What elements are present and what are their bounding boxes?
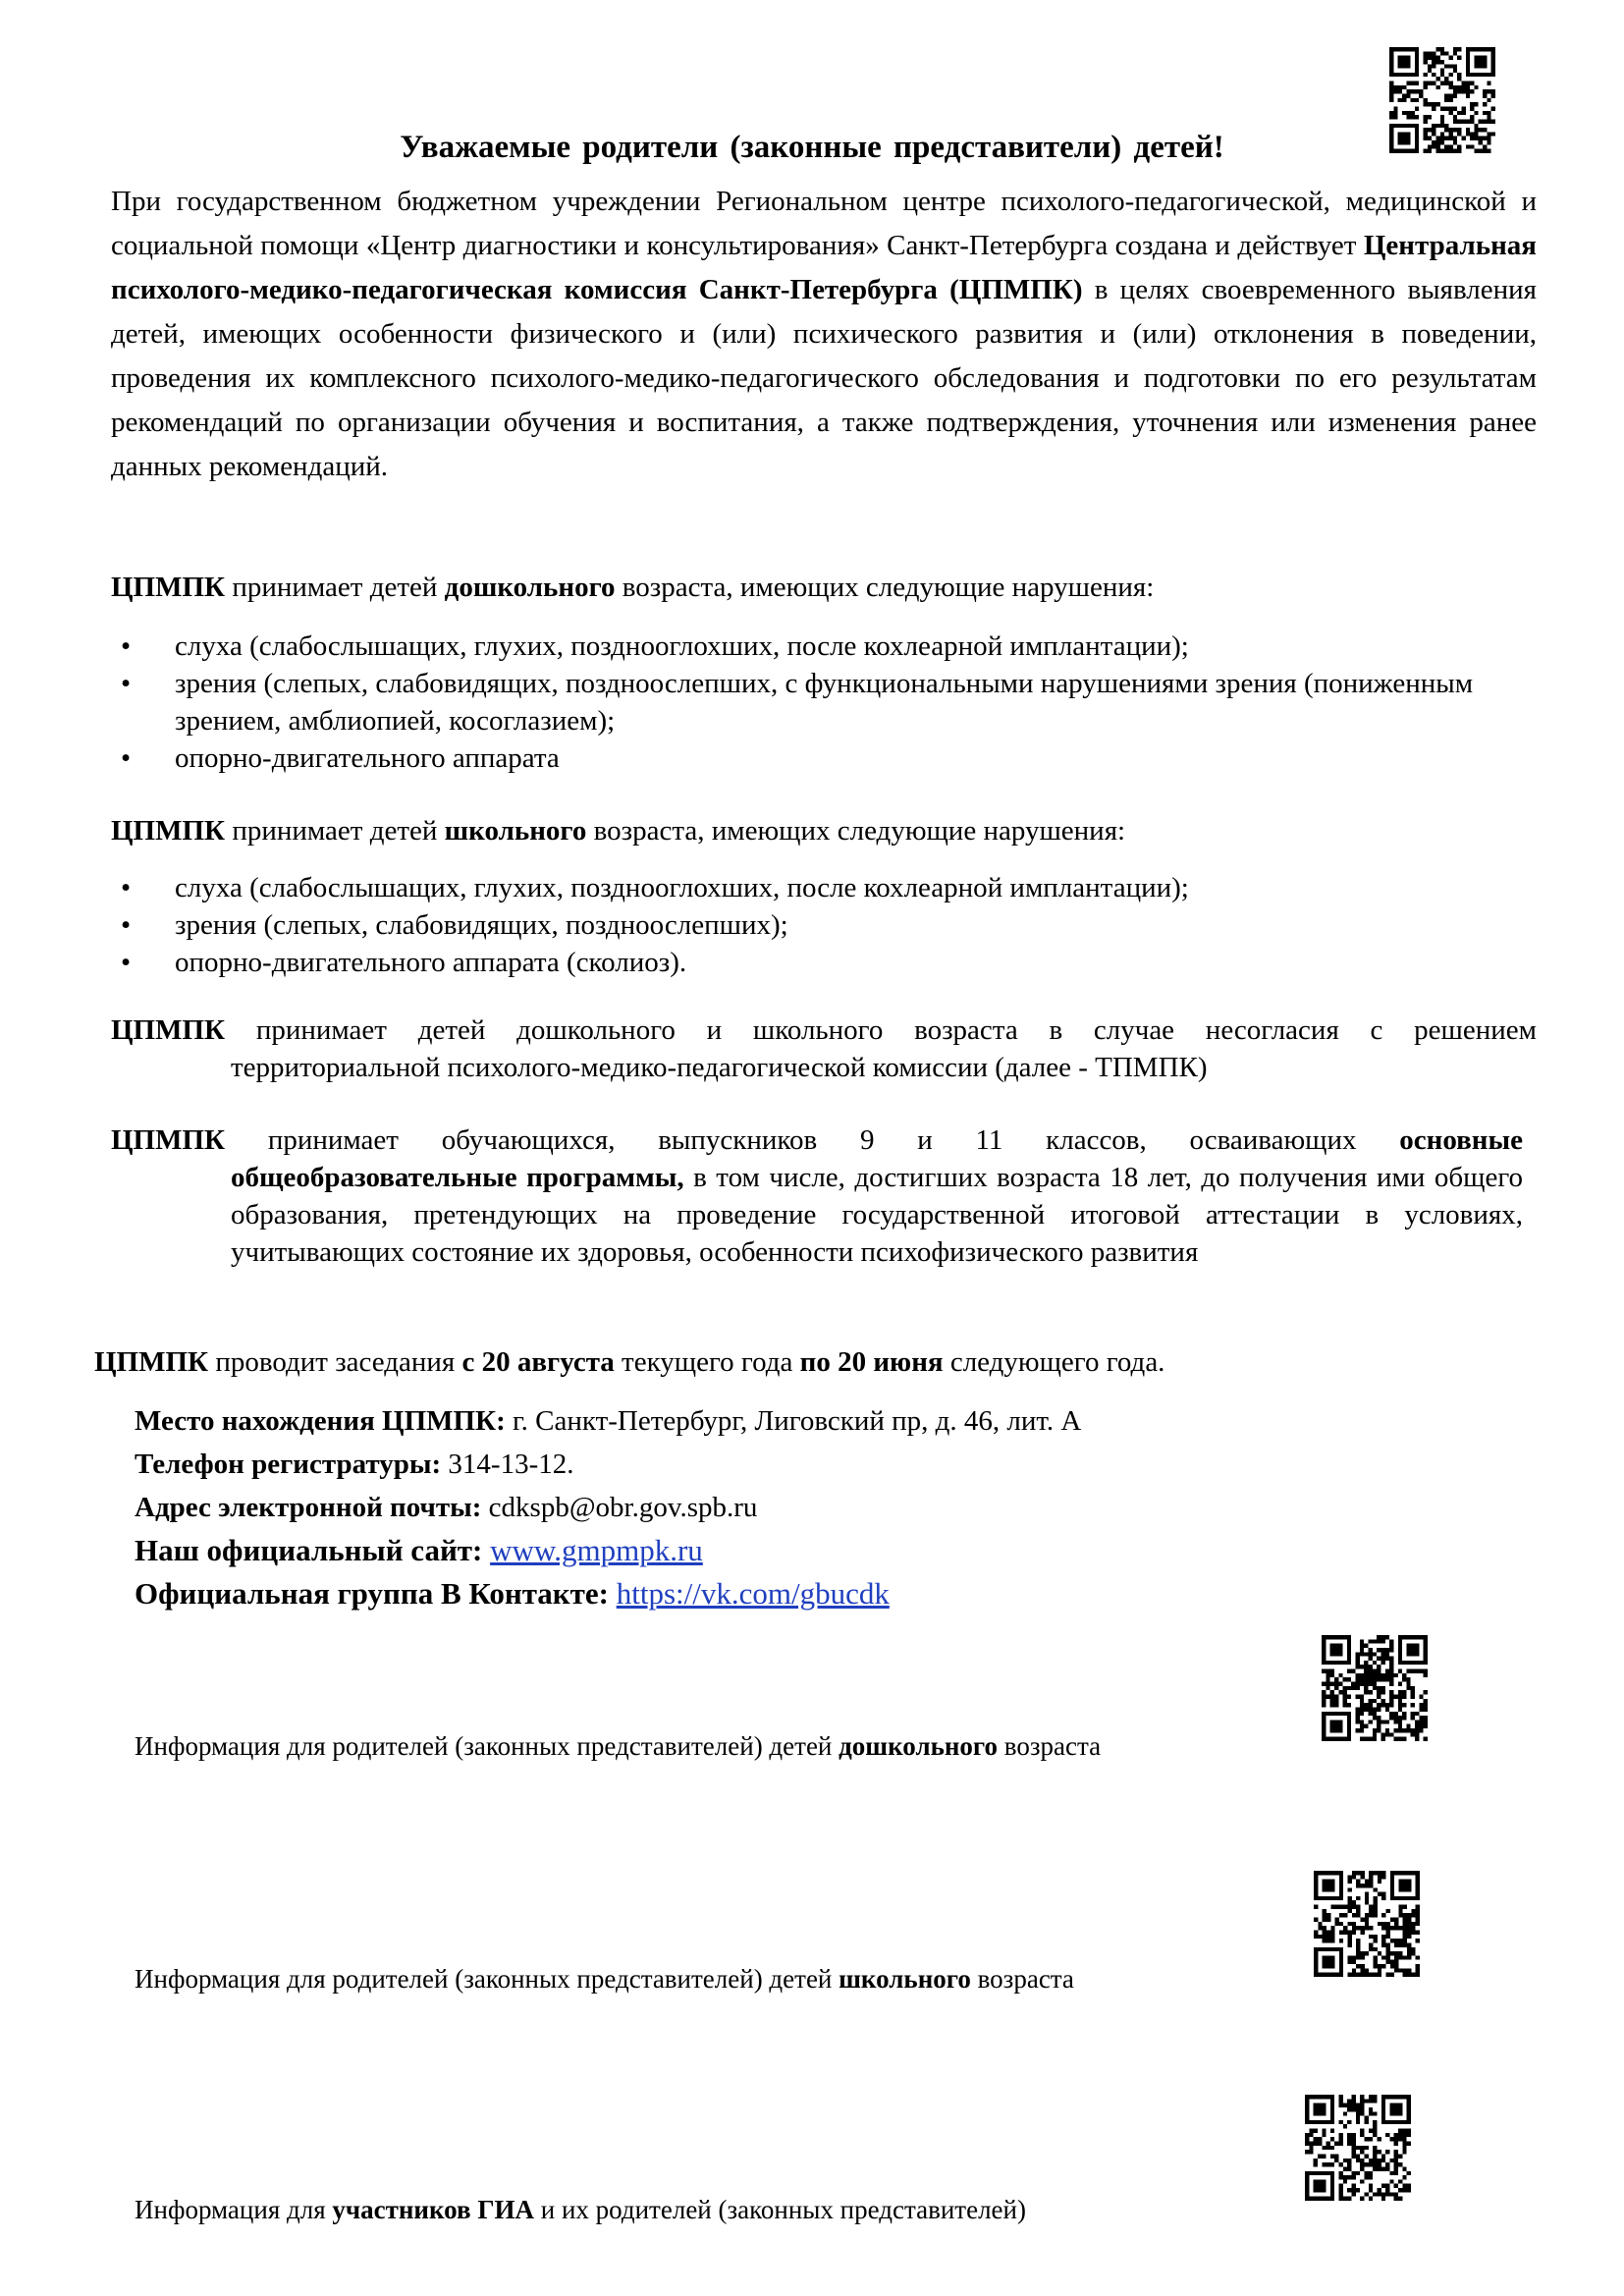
list-item: • зрения (слепых, слабовидящих, поздноослепших);: [121, 909, 788, 941]
preschool-heading: ЦПМПК принимает детей дошкольного возраста, имеющих следующие нарушения:: [111, 572, 1155, 603]
list-item: • слуха (слабослышащих, глухих, позднооглохших, после кохлеарной имплантации);: [121, 872, 1189, 903]
graduates-paragraph: ЦПМПК принимает обучающихся, выпускников 9 и 11 классов, осваивающих основные общеобразовательные программы, в том числе, достигших возраста 18 лет, до получения ими общего образования, претендующих на проведение государственной итоговой аттестации в условиях, учитывающих состояние их здоровья, особенности психофизического развития: [111, 1124, 1523, 1268]
disagreement-paragraph: ЦПМПК принимает детей дошкольного и школьного возраста в случае несогласия с решением территориальной психолого-медико-педагогической комиссии (далее - ТПМПК): [111, 1014, 1537, 1083]
site-row: Наш официальный сайт: www.gmpmpk.ru: [135, 1533, 703, 1567]
page-title: Уважаемые родители (законные представители) детей!: [400, 130, 1224, 165]
list-item: • слуха (слабослышащих, глухих, позднооглохших, после кохлеарной имплантации);: [121, 630, 1189, 662]
preschool-list: [111, 628, 1486, 777]
vk-row: Официальная группа В Контакте: https://vk.com/gbucdk: [135, 1576, 890, 1611]
school-list: [111, 869, 1486, 981]
qr-code-icon: [1313, 1871, 1421, 1977]
list-item: • опорно-двигательного аппарата (сколиоз).: [121, 947, 687, 978]
intro-paragraph: При государственном бюджетном учреждении Региональном центре психолого-педагогической, медицинской и социальной помощи «Центр диагностики и консультирования» Санкт-Петербурга создана и действует Центральная психолого-медико-педагогическая комиссия Санкт-Петербурга (ЦПМПК) в целях своевременного выявления детей, имеющих особенности физического и (или) психического развития и (или) отклонения в поведении, проведения их комплексного психолого-медико-педагогического обследования и подготовки по его результатам рекомендаций по организации обучения и воспитания, а также подтверждения, уточнения или изменения ранее данных рекомендаций.: [111, 186, 1537, 482]
contacts-block: [135, 1399, 1081, 1615]
location-row: Место нахождения ЦПМПК: г. Санкт-Петербург, Лиговский пр, д. 46, лит. А: [135, 1405, 1082, 1437]
list-item: • зрения (слепых, слабовидящих, поздноослепших, с функциональными нарушениями зрения (пониженным зрением, амблиопией, косоглазием);: [121, 668, 1474, 737]
email-row: Адрес электронной почты: cdkspb@obr.gov.spb.ru: [135, 1492, 758, 1523]
site-link[interactable]: www.gmpmpk.ru: [490, 1533, 703, 1567]
list-item: • опорно-двигательного аппарата: [121, 742, 560, 774]
qr-code-icon: [1304, 2095, 1412, 2201]
qr-code-icon: [1321, 1635, 1429, 1741]
commission-name: Центральная психолого-медико-педагогическая комиссия Санкт-Петербурга (ЦПМПК): [111, 230, 1537, 305]
vk-link[interactable]: https://vk.com/gbucdk: [616, 1576, 890, 1611]
phone-row: Телефон регистратуры: 314-13-12.: [135, 1449, 574, 1480]
info-preschool: Информация для родителей (законных представителей) детей дошкольного возраста: [135, 1731, 1102, 1761]
schedule-line: ЦПМПК проводит заседания с 20 августа текущего года по 20 июня следующего года.: [94, 1346, 1165, 1378]
info-gia: Информация для участников ГИА и их родителей (законных представителей): [135, 2195, 1026, 2224]
school-heading: ЦПМПК принимает детей школьного возраста, имеющих следующие нарушения:: [111, 815, 1126, 847]
info-school: Информация для родителей (законных представителей) детей школьного возраста: [135, 1964, 1074, 1994]
